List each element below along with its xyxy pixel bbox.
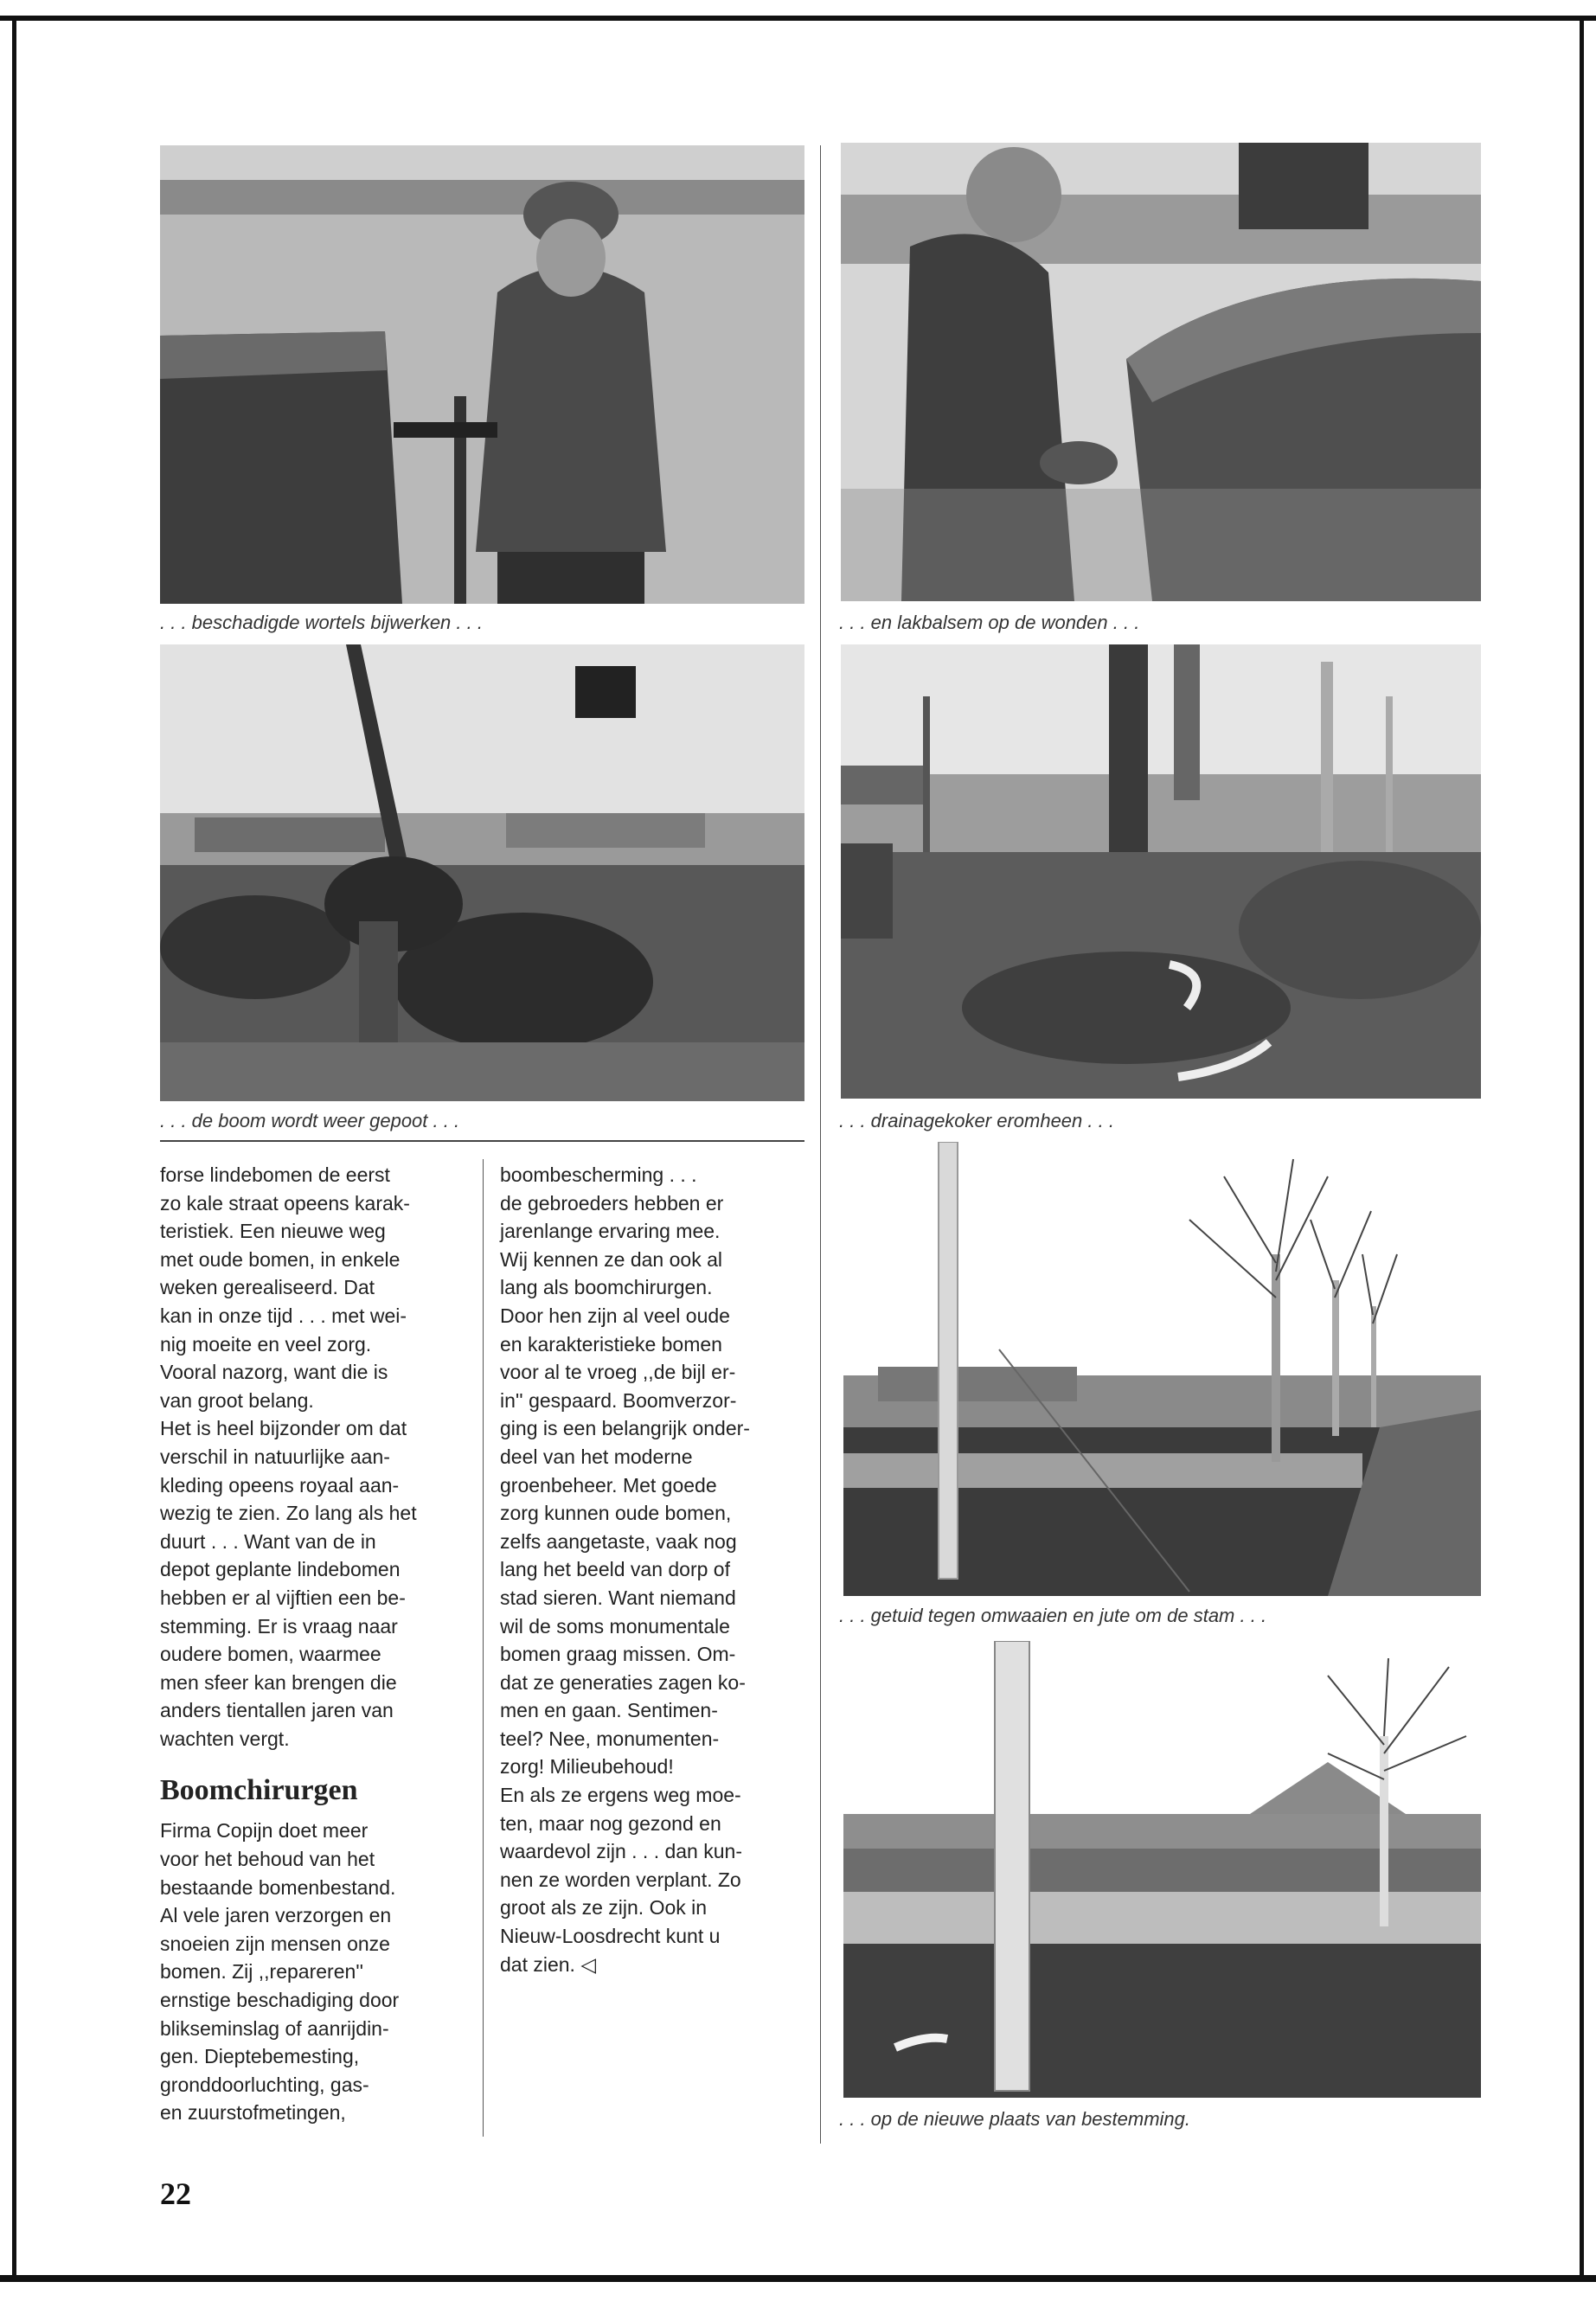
page-border-top [0,16,1596,21]
caption-photo1: . . . beschadigde wortels bijwerken . . . [160,612,483,633]
article-column-2 [500,1161,811,1978]
page-number: 22 [160,2176,191,2211]
column-rule-left [483,1159,484,2137]
caption-photo5: . . . getuid tegen omwaaien en jute om de stam . . . [839,1605,1267,1626]
caption-photo4: . . . drainagekoker eromheen . . . [839,1110,1114,1131]
article-column-1 [160,1161,471,2127]
section-heading: Boomchirurgen [160,1774,358,1807]
photo-guyed-trees [843,1142,1481,1596]
caption-rule [160,1140,804,1142]
page-border-right [1580,16,1584,2282]
caption-photo3: . . . de boom wordt weer gepoot . . . [160,1110,460,1131]
caption-photo2: . . . en lakbalsem op de wonden . . . [839,612,1140,633]
article-paragraph-3: boombescherming . . . de gebroeders hebben er jarenlange ervaring mee. Wij kennen ze dan ook al lang als boomchirurgen. Door hen zijn al veel oude en karakteristieke bomen voor al te vroeg ,,de bijl er- in'' gespaard. Boomverzor- ging is een belangrijk onder- deel van het moderne groenbeheer. Met goede zorg kunnen oude bomen, zelfs aangetaste, vaak nog lang het beeld van dorp of stad sieren. Want niemand wil de soms monumentale bomen graag missen. Om- dat ze generaties zagen ko- men en gaan. Sentimen- teel? Nee, monumenten- zorg! Milieubehoud! En als ze ergens weg moe- ten, maar nog gezond en waardevol zijn . . . dan kun- nen ze worden verplant. Zo groot als ze zijn. Ook in Nieuw-Loosdrecht kunt u dat zien. ◁ [500,1163,750,1976]
page-border-bottom [0,2275,1596,2282]
page-border-left [12,16,16,2282]
photo-applying-balm [841,143,1481,601]
article-paragraph-1: forse lindebomen de eerst zo kale straat opeens karak- teristiek. Een nieuwe weg met oude bomen, in enkele weken gerealiseerd. Dat kan in onze tijd . . . met wei- nig moeite en veel zorg. Vooral nazorg, want die is van groot belang. Het is heel bijzonder om dat verschil in natuurlijke aan- kleding opeens royaal aan- wezig te zien. Zo lang als het duurt . . . Want van de in depot geplante lindebomen hebben er al vijftien een be- stemming. Er is vraag naar oudere bomen, waarmee men sfeer kan brengen die anders tientallen jaren van wachten vergt. [160,1163,417,1750]
article-paragraph-2: Firma Copijn doet meer voor het behoud van het bestaande bomenbestand. Al vele jaren verzorgen en snoeien zijn mensen onze bomen. Zij ,,repareren'' ernstige beschadiging door blikseminslag of aanrijdin- gen. Dieptebemesting, gronddoorluchting, gas- en zuurstofmetingen, [160,1819,400,2125]
caption-photo6: . . . op de nieuwe plaats van bestemming. [839,2108,1191,2130]
column-rule-right [820,145,821,2144]
photo-drainage-pipe [841,644,1481,1099]
photo-new-location [843,1641,1481,2098]
photo-root-trimming [160,145,804,604]
photo-tree-replanted [160,644,804,1101]
